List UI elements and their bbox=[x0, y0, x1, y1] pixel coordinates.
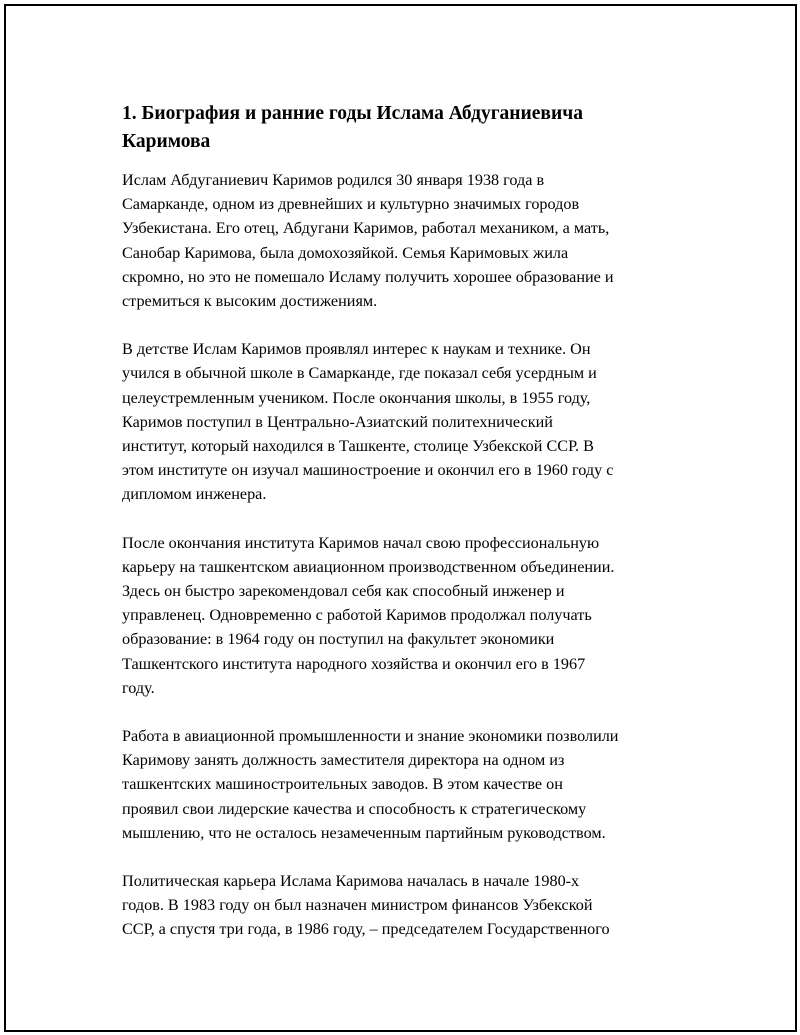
text-line: году. bbox=[122, 678, 155, 697]
text-line: годов. В 1983 году он был назначен министром финансов Узбекской bbox=[122, 896, 593, 915]
paragraph-4 bbox=[122, 724, 702, 845]
paragraph-5 bbox=[122, 869, 702, 942]
text-line: скромно, но это не помешало Исламу получить хорошее образование и bbox=[122, 267, 614, 286]
paragraph-1 bbox=[122, 168, 702, 313]
page-frame bbox=[4, 4, 797, 1032]
text-line: ташкентских машиностроительных заводов. В этом качестве он bbox=[122, 775, 563, 794]
heading-line: Каримова bbox=[122, 131, 211, 152]
heading-line: 1. Биография и ранние годы Ислама Абдуганиевича bbox=[122, 103, 583, 124]
text-line: проявил свои лидерские качества и способность к стратегическому bbox=[122, 799, 587, 818]
text-line: карьеру на ташкентском авиационном производственном объединении. bbox=[122, 557, 615, 576]
paragraph-3 bbox=[122, 531, 702, 700]
text-line: Самарканде, одном из древнейших и культурно значимых городов bbox=[122, 195, 580, 214]
text-line: Ислам Абдуганиевич Каримов родился 30 января 1938 года в bbox=[122, 171, 545, 189]
text-line: Санобар Каримова, была домохозяйкой. Семья Каримовых жила bbox=[122, 243, 569, 262]
text-line: управленец. Одновременно с работой Каримов продолжал получать bbox=[122, 606, 592, 625]
text-line: Каримову занять должность заместителя директора на одном из bbox=[122, 751, 565, 770]
text-line: этом институте он изучал машиностроение и окончил его в 1960 году с bbox=[122, 461, 614, 480]
text-line: Ташкентского института народного хозяйства и окончил его в 1967 bbox=[122, 654, 586, 673]
document-body bbox=[122, 100, 702, 966]
text-line: учился в обычной школе в Самарканде, где показал себя усердным и bbox=[122, 364, 597, 383]
text-line: Здесь он быстро зарекомендовал себя как способный инженер и bbox=[122, 582, 565, 601]
text-line: стремиться к высоким достижениям. bbox=[122, 292, 378, 311]
text-line: Политическая карьера Ислама Каримова началась в начале 1980-х bbox=[122, 872, 580, 891]
text-line: институт, который находился в Ташкенте, столице Узбекской ССР. В bbox=[122, 437, 594, 456]
text-line: дипломом инженера. bbox=[122, 485, 267, 504]
text-line: ССР, а спустя три года, в 1986 году, – председателем Государственного bbox=[122, 920, 610, 939]
text-line: целеустремленным учеником. После окончания школы, в 1955 году, bbox=[122, 388, 591, 407]
text-line: Каримов поступил в Центрально-Азиатский политехнический bbox=[122, 412, 553, 431]
section-heading bbox=[122, 100, 702, 156]
text-line: Узбекистана. Его отец, Абдугани Каримов, работал механиком, а мать, bbox=[122, 219, 610, 238]
paragraph-2 bbox=[122, 337, 702, 506]
text-line: После окончания института Каримов начал свою профессиональную bbox=[122, 533, 600, 552]
text-line: В детстве Ислам Каримов проявлял интерес к наукам и технике. Он bbox=[122, 340, 591, 359]
text-line: мышлению, что не осталось незамеченным партийным руководством. bbox=[122, 823, 606, 842]
text-line: Работа в авиационной промышленности и знание экономики позволили bbox=[122, 727, 619, 746]
text-line: образование: в 1964 году он поступил на факультет экономики bbox=[122, 630, 555, 649]
